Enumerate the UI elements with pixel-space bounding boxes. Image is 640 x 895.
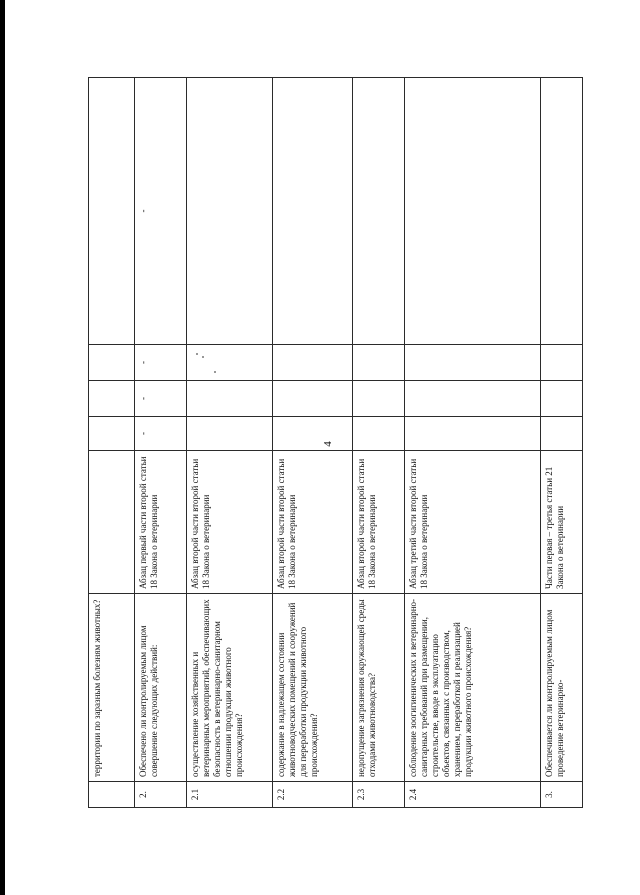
rotated-page-content bbox=[88, 0, 618, 810]
table-row bbox=[541, 78, 583, 808]
answer-no-cell bbox=[541, 381, 583, 417]
row-number: 2.4 bbox=[405, 782, 541, 808]
answer-na-cell bbox=[273, 345, 353, 381]
answer-yes-cell: - bbox=[135, 417, 187, 451]
answer-na-cell bbox=[541, 345, 583, 381]
answer-yes-cell bbox=[273, 417, 353, 451]
table-row bbox=[405, 78, 541, 808]
note-cell bbox=[89, 78, 135, 345]
answer-no-cell bbox=[89, 381, 135, 417]
answer-na-cell bbox=[89, 345, 135, 381]
answer-yes-cell bbox=[405, 417, 541, 451]
norm-reference: Абзац первый части второй статьи 18 Закона о ветеринарии bbox=[135, 451, 187, 594]
norm-reference: Абзац второй части второй статьи 18 Закона о ветеринарии bbox=[187, 451, 273, 594]
norm-reference: Части первая – третья статьи 21 Закона о ветеринарии bbox=[541, 451, 583, 594]
row-number bbox=[89, 782, 135, 808]
norm-reference: Абзац второй части второй статьи 18 Закона о ветеринарии bbox=[273, 451, 353, 594]
table-row bbox=[187, 78, 273, 808]
question-text: недопущение загрязнения окружающей среды отходами животноводства? bbox=[353, 594, 405, 782]
norm-reference bbox=[89, 451, 135, 594]
row-number: 2.2 bbox=[273, 782, 353, 808]
answer-no-cell bbox=[405, 381, 541, 417]
note-cell: - bbox=[135, 78, 187, 345]
note-cell bbox=[541, 78, 583, 345]
answer-yes-cell bbox=[541, 417, 583, 451]
question-text: Обеспечивается ли контролируемым лицом проведение ветеринарно- bbox=[541, 594, 583, 782]
row-number: 2.1 bbox=[187, 782, 273, 808]
table-row bbox=[353, 78, 405, 808]
row-number: 2.3 bbox=[353, 782, 405, 808]
answer-no-cell bbox=[187, 381, 273, 417]
question-text: Обеспечено ли контролируемым лицом совершение следующих действий: bbox=[135, 594, 187, 782]
table-row bbox=[89, 78, 135, 808]
question-text: территории по заразным болезням животных? bbox=[89, 594, 135, 782]
answer-no-cell bbox=[273, 381, 353, 417]
question-text: содержание в надлежащем состоянии животноводческих помещений и сооружений для переработки продукции животного происхождения? bbox=[273, 594, 353, 782]
question-text: соблюдение зоогигиенических и ветеринарно-санитарных требований при размещении, строительстве, вводе в эксплуатацию объектов, связанных с производством, хранением, переработкой и реализацией продукции животного происхождения? bbox=[405, 594, 541, 782]
answer-yes-cell bbox=[187, 417, 273, 451]
note-cell bbox=[405, 78, 541, 345]
checklist-table bbox=[88, 77, 583, 808]
note-cell bbox=[187, 78, 273, 345]
norm-reference: Абзац второй части второй статьи 18 Закона о ветеринарии bbox=[353, 451, 405, 594]
page-number: 4 bbox=[322, 441, 334, 447]
row-number: 2. bbox=[135, 782, 187, 808]
row-number: 3. bbox=[541, 782, 583, 808]
scan-edge-left bbox=[0, 0, 5, 895]
scan-speck bbox=[196, 353, 198, 355]
note-cell bbox=[273, 78, 353, 345]
answer-yes-cell bbox=[89, 417, 135, 451]
answer-no-cell: - bbox=[135, 381, 187, 417]
answer-na-cell: - bbox=[135, 345, 187, 381]
question-text: осуществление хозяйственных и ветеринарных мероприятий, обеспечивающих безопасность в ветеринарно-санитарном отношении продукции животного происхождения? bbox=[187, 594, 273, 782]
answer-yes-cell bbox=[353, 417, 405, 451]
note-cell bbox=[353, 78, 405, 345]
answer-na-cell bbox=[353, 345, 405, 381]
norm-reference: Абзац третий части второй статьи 18 Закона о ветеринарии bbox=[405, 451, 541, 594]
table-row bbox=[273, 78, 353, 808]
scan-speck bbox=[214, 371, 216, 373]
scan-speck bbox=[202, 356, 204, 358]
answer-na-cell bbox=[187, 345, 273, 381]
table-row bbox=[135, 78, 187, 808]
answer-no-cell bbox=[353, 381, 405, 417]
answer-na-cell bbox=[405, 345, 541, 381]
